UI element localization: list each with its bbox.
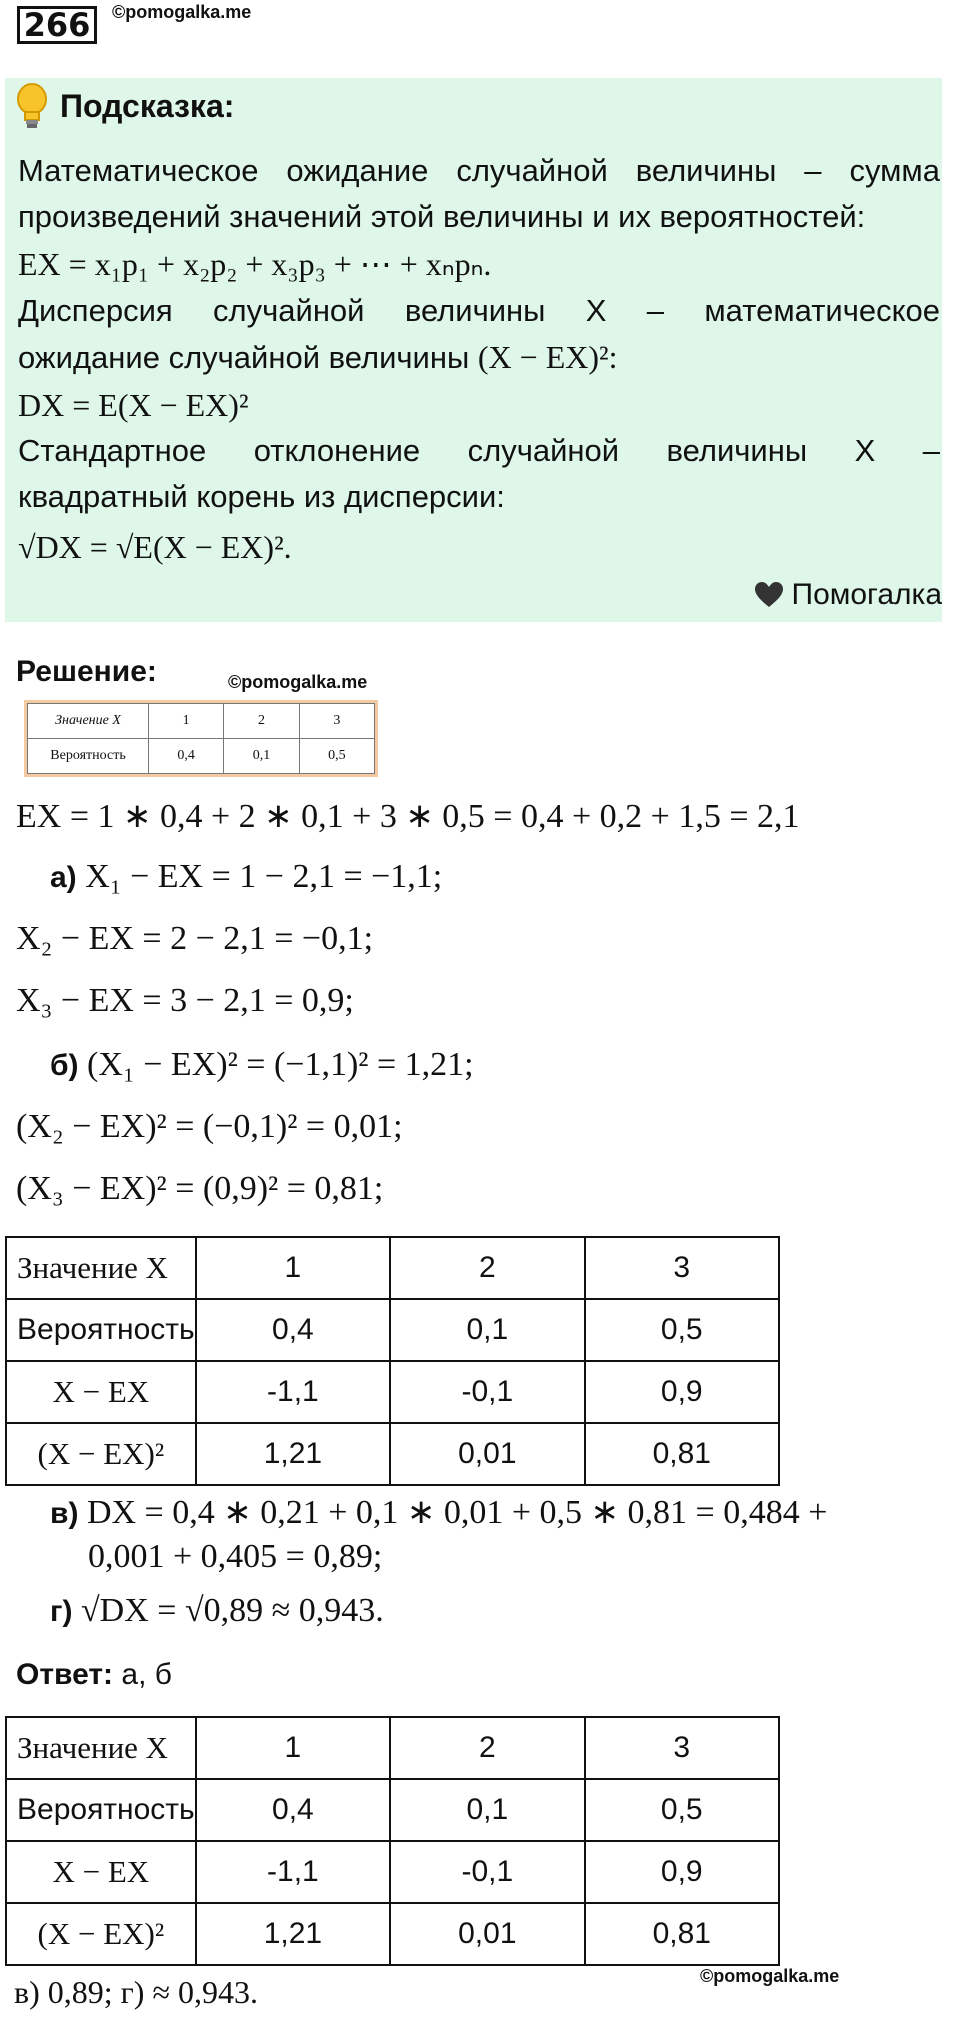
hint-line-4-text: ожидание случайной величины bbox=[18, 340, 478, 375]
table-cell: 0,1 bbox=[224, 739, 299, 774]
table-cell: X − EX bbox=[6, 1841, 196, 1903]
answer-value: а, б bbox=[113, 1658, 172, 1691]
part-b-eq-1: (X₁ − EX)² = (−1,1)² = 1,21; bbox=[87, 1046, 474, 1083]
table-cell: 0,5 bbox=[299, 739, 374, 774]
table-cell: 0,1 bbox=[390, 1779, 584, 1841]
hint-line-6: квадратный корень из дисперсии: bbox=[18, 479, 505, 514]
source-table-row bbox=[28, 739, 375, 774]
table-cell: 0,5 bbox=[585, 1299, 779, 1361]
hint-line-4 bbox=[18, 334, 617, 381]
table-cell: (X − EX)² bbox=[6, 1903, 196, 1965]
hint-line-4-math: (X − EX)²: bbox=[477, 339, 618, 375]
solution-label: Решение: bbox=[16, 655, 157, 688]
table-cell: 0,9 bbox=[585, 1361, 779, 1423]
source-table-row bbox=[28, 704, 375, 739]
heart-icon bbox=[754, 581, 784, 609]
table-row bbox=[6, 1361, 779, 1423]
signature bbox=[754, 578, 943, 612]
table-cell: Значение X bbox=[6, 1237, 196, 1299]
part-b-line-1 bbox=[50, 1046, 474, 1084]
table-row bbox=[6, 1841, 779, 1903]
part-v-label: в) bbox=[50, 1497, 79, 1530]
part-v-line-1 bbox=[50, 1492, 827, 1532]
table-cell: 0,81 bbox=[585, 1903, 779, 1965]
table-row bbox=[6, 1237, 779, 1299]
table-cell: -1,1 bbox=[196, 1841, 390, 1903]
table-cell: 0,81 bbox=[585, 1423, 779, 1485]
table-cell: Вероятность bbox=[6, 1779, 196, 1841]
problem-number: 266 bbox=[17, 6, 97, 44]
table-cell: 2 bbox=[390, 1237, 584, 1299]
table-cell: 1 bbox=[196, 1237, 390, 1299]
table-cell: Вероятность bbox=[6, 1299, 196, 1361]
lightbulb-icon bbox=[14, 82, 50, 130]
table-cell: Вероятность bbox=[28, 739, 149, 774]
hint-title: Подсказка: bbox=[60, 88, 235, 124]
source-table-grid bbox=[27, 703, 375, 774]
table-cell: 0,01 bbox=[390, 1903, 584, 1965]
part-a-line-2: X₂ − EX = 2 − 2,1 = −0,1; bbox=[16, 920, 374, 957]
table-cell: 1 bbox=[196, 1717, 390, 1779]
watermark-top: ©pomogalka.me bbox=[112, 2, 252, 22]
answer-table bbox=[5, 1716, 780, 1966]
signature-text: Помогалка bbox=[791, 578, 942, 611]
table-cell: 1,21 bbox=[196, 1423, 390, 1485]
part-v-line-2: 0,001 + 0,405 = 0,89; bbox=[88, 1538, 383, 1575]
table-cell: 2 bbox=[390, 1717, 584, 1779]
hint-formula-ex: EX = x₁p₁ + x₂p₂ + x₃p₃ + ⋯ + xₙpₙ. bbox=[18, 246, 492, 282]
source-table bbox=[24, 700, 378, 777]
part-b-label: б) bbox=[50, 1049, 79, 1082]
table-cell: Значение X bbox=[28, 704, 149, 739]
answer-line bbox=[16, 1658, 172, 1692]
table-row bbox=[6, 1779, 779, 1841]
part-a-eq-1: X₁ − EX = 1 − 2,1 = −1,1; bbox=[85, 858, 443, 895]
table-cell: 1 bbox=[149, 704, 224, 739]
table-cell: 0,5 bbox=[585, 1779, 779, 1841]
part-a-line-1 bbox=[50, 858, 442, 896]
final-answer: в) 0,89; г) ≈ 0,943. bbox=[14, 1974, 258, 2010]
table-cell: -0,1 bbox=[390, 1841, 584, 1903]
hint-line-1: Математическое ожидание случайной величины – сумма bbox=[18, 153, 940, 188]
part-v-eq-1: DX = 0,4 ∗ 0,21 + 0,1 ∗ 0,01 + 0,5 ∗ 0,81 = 0,484 + bbox=[86, 1494, 828, 1531]
hint-formula-sd: √DX = √E(X − EX)². bbox=[18, 529, 292, 565]
hint-line-5: Стандартное отклонение случайной величины X – bbox=[18, 433, 940, 468]
table-row bbox=[6, 1717, 779, 1779]
part-g-line bbox=[50, 1592, 384, 1630]
part-b-line-3: (X₃ − EX)² = (0,9)² = 0,81; bbox=[16, 1170, 384, 1207]
table-cell: 1,21 bbox=[196, 1903, 390, 1965]
ex-computation: EX = 1 ∗ 0,4 + 2 ∗ 0,1 + 3 ∗ 0,5 = 0,4 + 0,2 + 1,5 = 2,1 bbox=[16, 798, 800, 835]
table-cell: 3 bbox=[299, 704, 374, 739]
hint-line-3: Дисперсия случайной величины X – математическое bbox=[18, 293, 940, 328]
table-cell: -1,1 bbox=[196, 1361, 390, 1423]
part-a-line-3: X₃ − EX = 3 − 2,1 = 0,9; bbox=[16, 982, 354, 1019]
part-b-line-2: (X₂ − EX)² = (−0,1)² = 0,01; bbox=[16, 1108, 403, 1145]
hint-formula-dx: DX = E(X − EX)² bbox=[18, 387, 249, 423]
table-cell: Значение X bbox=[6, 1717, 196, 1779]
table-cell: -0,1 bbox=[390, 1361, 584, 1423]
part-a-label: а) bbox=[50, 861, 77, 894]
watermark-bottom: ©pomogalka.me bbox=[700, 1966, 840, 1986]
table-cell: 3 bbox=[585, 1717, 779, 1779]
table-cell: 0,4 bbox=[149, 739, 224, 774]
table-cell: 0,4 bbox=[196, 1299, 390, 1361]
table-cell: 0,01 bbox=[390, 1423, 584, 1485]
part-g-label: г) bbox=[50, 1595, 73, 1628]
table-cell: 2 bbox=[224, 704, 299, 739]
answer-label: Ответ: bbox=[16, 1658, 114, 1691]
table-cell: X − EX bbox=[6, 1361, 196, 1423]
table-cell: 0,1 bbox=[390, 1299, 584, 1361]
table-cell: (X − EX)² bbox=[6, 1423, 196, 1485]
part-g-eq: √DX = √0,89 ≈ 0,943. bbox=[81, 1592, 384, 1629]
table-cell: 0,4 bbox=[196, 1779, 390, 1841]
table-cell: 3 bbox=[585, 1237, 779, 1299]
table-row bbox=[6, 1299, 779, 1361]
watermark-solution: ©pomogalka.me bbox=[228, 672, 368, 692]
table-row bbox=[6, 1903, 779, 1965]
hint-line-2: произведений значений этой величины и их вероятностей: bbox=[18, 199, 866, 234]
table-cell: 0,9 bbox=[585, 1841, 779, 1903]
table-row bbox=[6, 1423, 779, 1485]
solution-table bbox=[5, 1236, 780, 1486]
